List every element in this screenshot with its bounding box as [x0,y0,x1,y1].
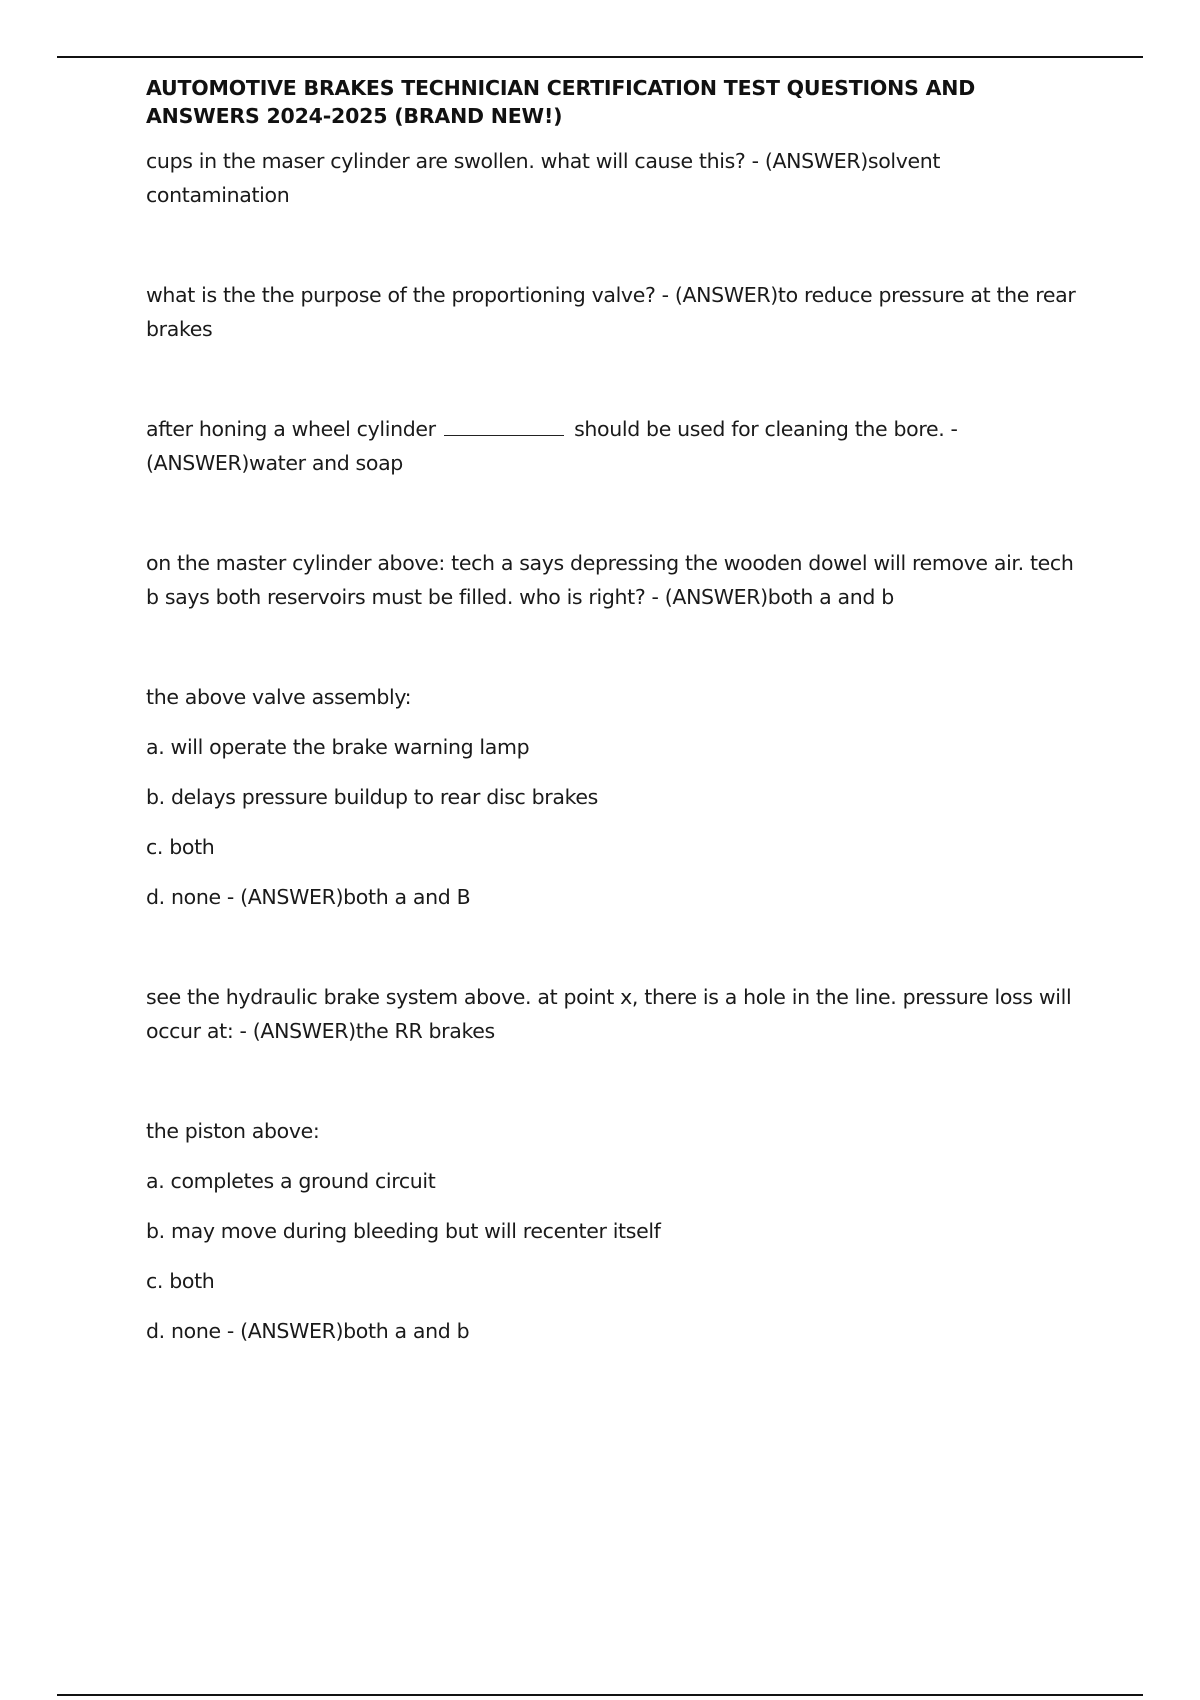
question-5-option: b. delays pressure buildup to rear disc brakes [146,785,598,809]
question-7-option: d. none - (ANSWER)both a and b [146,1319,470,1343]
question-4: on the master cylinder above: tech a says depressing the wooden dowel will remove air. tech b says both reservoirs must be filled. who is right? - (ANSWER)both a and b [146,551,1074,609]
question-6: see the hydraulic brake system above. at point x, there is a hole in the line. pressure loss will occur at: - (ANSWER)the RR brakes [146,985,1072,1043]
question-7-option: a. completes a ground circuit [146,1169,436,1193]
question-1: cups in the maser cylinder are swollen. what will cause this? - (ANSWER)solvent contamination [146,149,941,207]
question-3-after: should be used for cleaning the bore. - (ANSWER)water and soap [146,417,958,475]
footer-rule [57,1694,1143,1696]
question-7-option: b. may move during bleeding but will recenter itself [146,1219,661,1243]
question-5-option: a. will operate the brake warning lamp [146,735,530,759]
question-5-stem: the above valve assembly: [146,685,412,709]
fill-in-blank [444,417,564,436]
document-title: AUTOMOTIVE BRAKES TECHNICIAN CERTIFICATION TEST QUESTIONS AND ANSWERS 2024-2025 (BRAND NEW!) [146,76,976,128]
question-7-stem: the piston above: [146,1119,320,1143]
document-body [146,74,1086,1348]
question-5-option: c. both [146,835,215,859]
question-5-option: d. none - (ANSWER)both a and B [146,885,471,909]
question-7-option: c. both [146,1269,215,1293]
header-rule [57,56,1143,58]
question-3-before: after honing a wheel cylinder [146,417,436,441]
question-2: what is the the purpose of the proportioning valve? - (ANSWER)to reduce pressure at the rear brakes [146,283,1076,341]
question-3 [146,412,1086,480]
